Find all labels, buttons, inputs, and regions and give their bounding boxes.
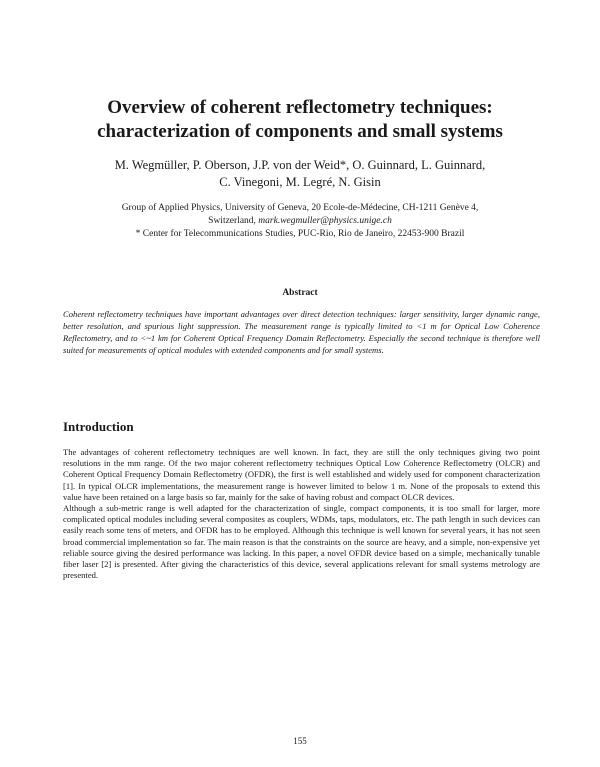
introduction-paragraph-2: Although a sub-metric range is well adapted for the characterization of single, compact components, it is too small for larger, more complicated optical modules including several composites as couplers, WDMs, taps, modulators, etc. The path length in such devices can easily reach some tens of meters, and OFDR has to be employed. Although this technique is well known for several years, it has not seen broad commercial implementation so far. The main reason is that the constraints on the source are heavy, and a simple, non-expensive yet reliable source giving the desired performance was lacking. In this paper, a novel OFDR device based on a simple, mechanically tunable fiber laser [2] is presented. After giving the characteristics of this device, several applications relevant for small systems metrology are presented. bbox=[63, 503, 540, 581]
introduction-heading: Introduction bbox=[63, 419, 134, 434]
affiliation-line-2 bbox=[60, 215, 540, 228]
affiliation-country: Switzerland, bbox=[208, 215, 259, 226]
authors-line-1: M. Wegmüller, P. Oberson, J.P. von der Weid*, O. Guinnard, L. Guinnard, bbox=[114, 158, 486, 172]
affiliation-rio: * Center for Telecommunications Studies, PUC-Rio, Rio de Janeiro, 22453-900 Brazil bbox=[135, 229, 465, 239]
introduction-body bbox=[63, 447, 540, 581]
author-email: mark.wegmuller@physics.unige.ch bbox=[258, 215, 392, 226]
paper-title bbox=[40, 96, 560, 144]
abstract-text: Coherent reflectometry techniques have important advantages over direct detection techniques: larger sensitivity, larger dynamic range, better resolution, and spurious light suppression. The measurement range is typically limited to <1 m for Optical Low Coherence Reflectometry, and to <~1 km for Coherent Optical Frequency Domain Reflectometry. Especially the second technique is therefore well suited for measurements of optical modules with extended components and for small systems. bbox=[63, 309, 540, 355]
affiliation-line-1: Group of Applied Physics, University of Geneva, 20 Ecole-de-Médecine, CH-1211 Genève 4, bbox=[121, 203, 479, 213]
introduction-paragraph-1: The advantages of coherent reflectometry techniques are well known. In fact, they are still the only techniques giving two point resolutions in the mm range. Of the two major coherent reflectometry techniques Optical Low Coherence Reflectometry (OLCR) and Coherent Optical Frequency Domain Reflectometry (OFDR), the first is well established and widely used for component characterization [1]. In typical OLCR implementations, the measurement range is however limited to below 1 m. None of the proposals to extend this value have been retained on a large basis so far, mainly for the sake of having robust and compact OLCR devices. bbox=[63, 447, 540, 502]
abstract-heading: Abstract bbox=[282, 288, 318, 298]
affiliation-geneva bbox=[60, 202, 540, 227]
title-line-1: Overview of coherent reflectometry techniques: bbox=[107, 97, 493, 118]
page-number: 155 bbox=[293, 736, 307, 746]
author-list bbox=[60, 157, 540, 191]
authors-line-2: C. Vinegoni, M. Legré, N. Gisin bbox=[219, 175, 381, 189]
title-line-2: characterization of components and small systems bbox=[97, 121, 503, 142]
